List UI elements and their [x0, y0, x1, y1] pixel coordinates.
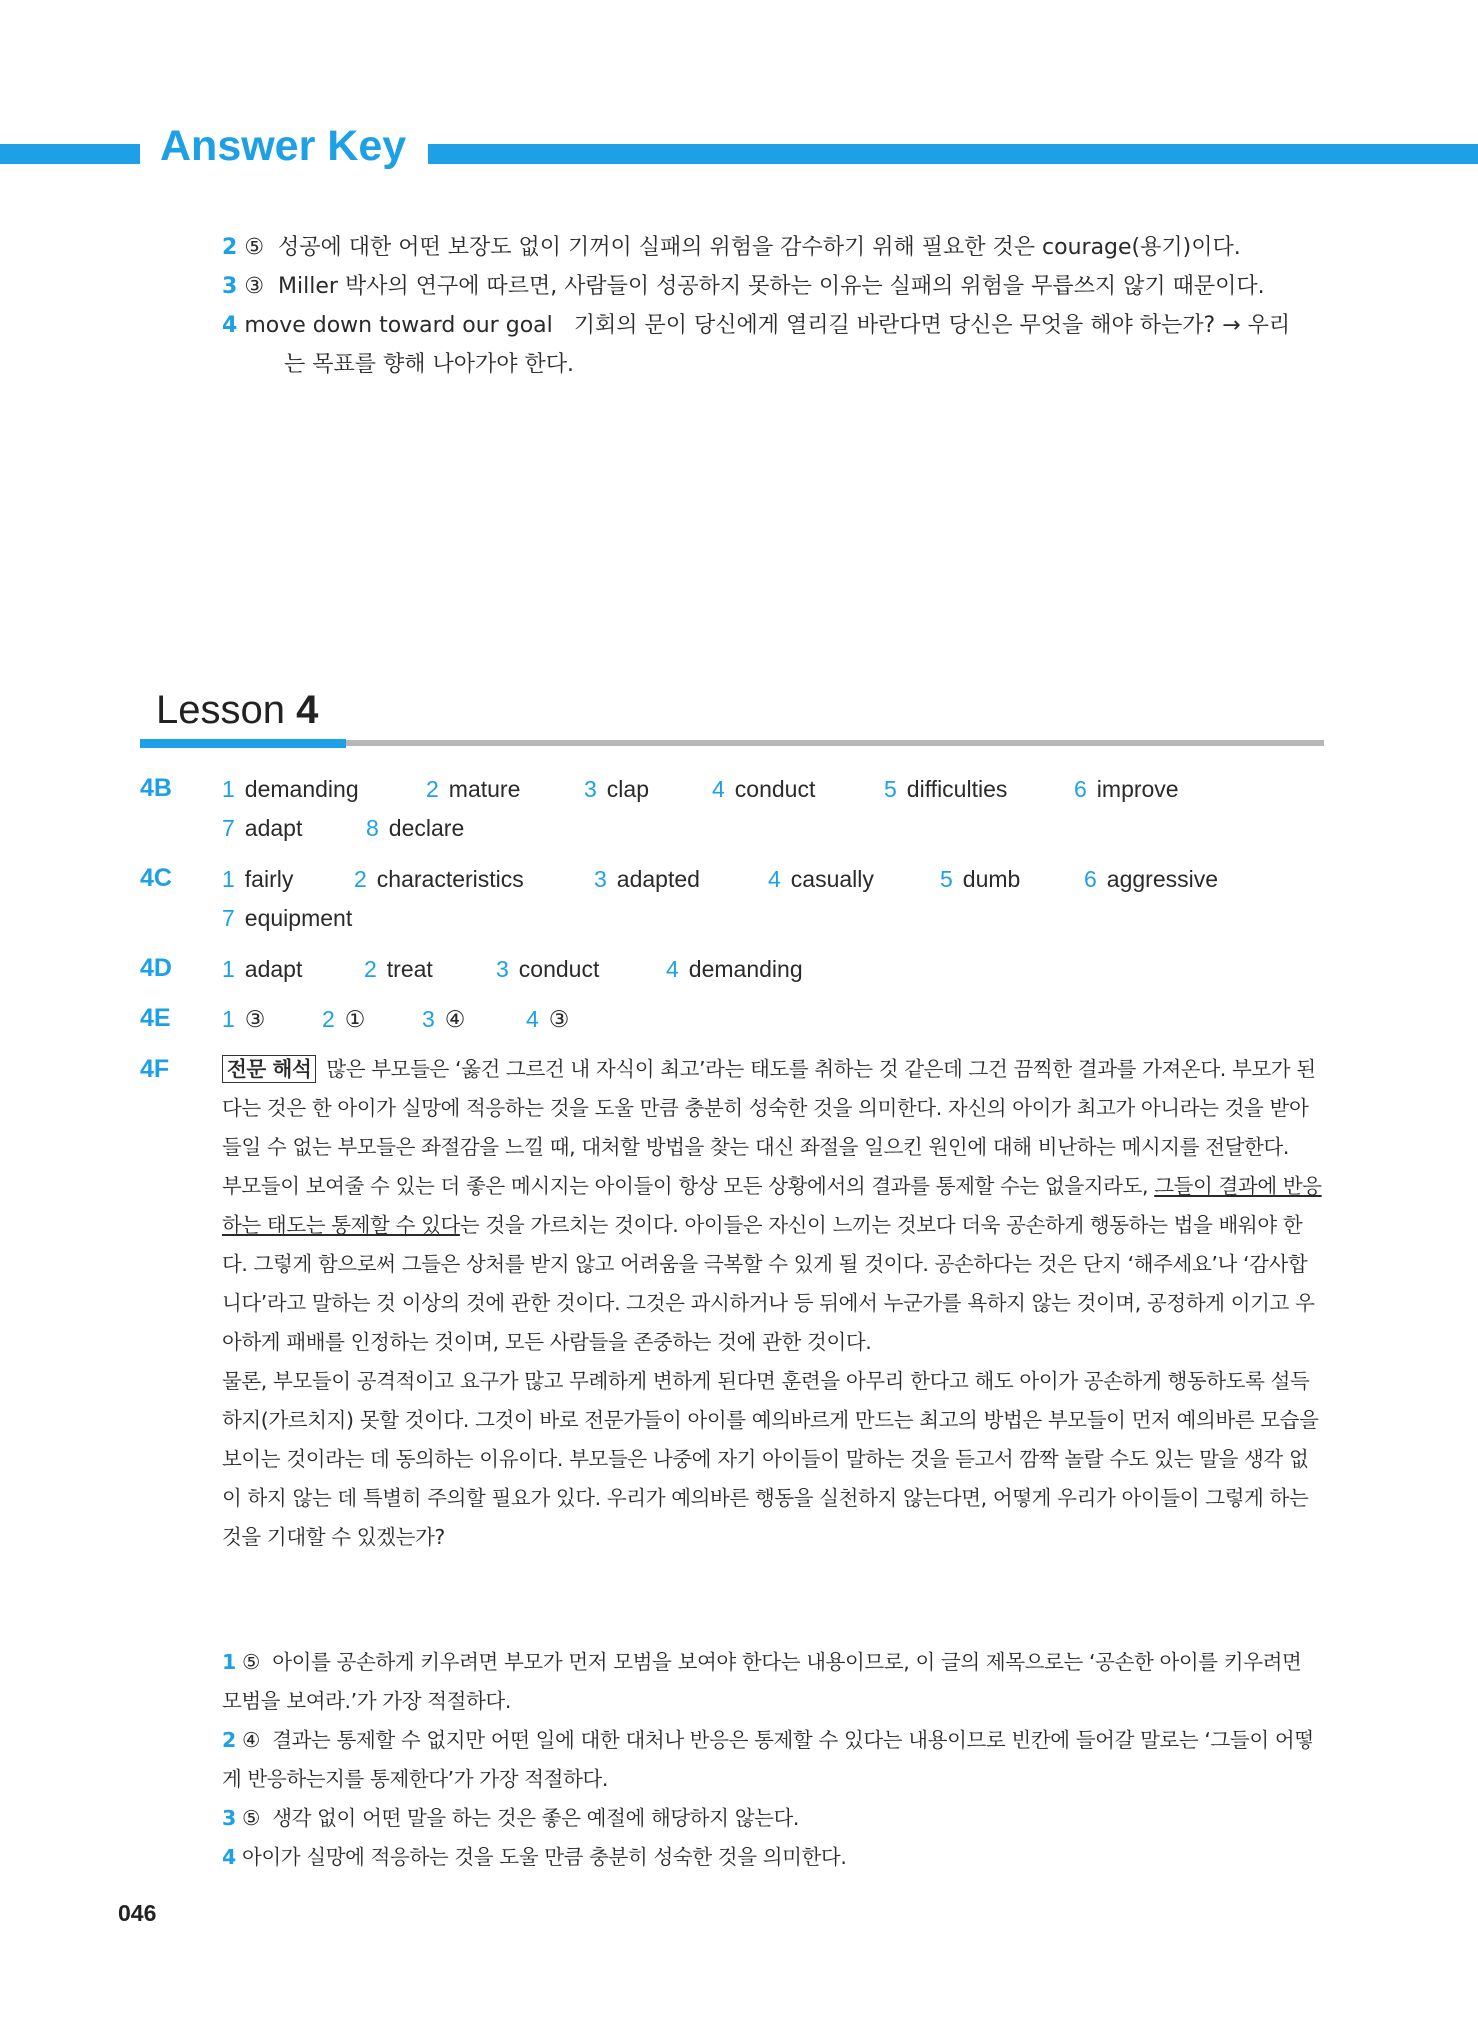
- page-title: Answer Key: [160, 122, 407, 170]
- header-bar-left: [0, 144, 140, 164]
- word-item: 2 ①: [322, 1006, 366, 1032]
- answer-text: 기회의 문이 당신에게 열리길 바란다면 당신은 무엇을 해야 하는가? → 우리: [573, 313, 1291, 338]
- section-label-4d: 4D: [140, 954, 172, 982]
- word-item: 4 casually: [768, 866, 874, 892]
- word-item: 2 mature: [426, 776, 521, 802]
- word-item: 6 improve: [1074, 776, 1179, 802]
- passage-paragraph: [222, 1050, 1322, 1167]
- word-item: 5 difficulties: [884, 776, 1008, 802]
- passage-paragraph: [222, 1362, 1322, 1557]
- answer-line: [222, 272, 1265, 302]
- question-answers: [222, 1643, 1322, 1877]
- word-item: 3 clap: [584, 776, 649, 802]
- word-item: 3 conduct: [496, 956, 600, 982]
- full-translation-label: 전문 해석: [222, 1055, 316, 1083]
- word-item: 6 aggressive: [1084, 866, 1219, 892]
- answer-line: 1 ⑤ 아이를 공손하게 키우려면 부모가 먼저 모범을 보여야 한다는 내용이므로, 이 글의 제목으로는 ‘공손한 아이를 키우려면 모범을 보여라.’가 가장 적절하다.: [222, 1650, 1302, 1713]
- passage-text: 많은 부모들은 ‘옳건 그르건 내 자식이 최고’라는 태도를 취하는 것 같은데 그건 끔찍한 결과를 가져온다. 부모가 된다는 것은 한 아이가 실망에 적응하는 것을 도울 만큼 충분히 성숙한 것을 의미한다. 자신의 아이가 최고가 아니라는 것을 받아들일 수 없는 부모들은 좌절감을 느낄 때, 대처할 방법을 찾는 대신 좌절을 일으킨 원인에 대해 비난하는 메시지를 전달한다.: [222, 1057, 1316, 1159]
- page-number: 046: [118, 1900, 157, 1926]
- section-label-4e: 4E: [140, 1004, 171, 1032]
- word-item: 4 conduct: [712, 776, 816, 802]
- word-item: 1 demanding: [222, 776, 359, 802]
- word-item: 2 treat: [364, 956, 433, 982]
- section-label-4b: 4B: [140, 774, 172, 802]
- lesson-heading: [156, 688, 318, 733]
- lesson-rule-accent: [140, 739, 346, 748]
- answer-text: Miller 박사의 연구에 따르면, 사람들이 성공하지 못하는 이유는 실패의 위험을 무릅쓰지 않기 때문이다.: [278, 274, 1265, 299]
- word-item: 3 adapted: [594, 866, 700, 892]
- word-item: 7 equipment: [222, 905, 353, 931]
- word-item: 7 adapt: [222, 815, 303, 841]
- answer-continuation: 는 목표를 향해 나아가야 한다.: [284, 352, 574, 377]
- answer-line: 3 ⑤ 생각 없이 어떤 말을 하는 것은 좋은 예절에 해당하지 않는다.: [222, 1806, 800, 1830]
- passage-text: 물론, 부모들이 공격적이고 요구가 많고 무례하게 변하게 된다면 훈련을 아무리 한다고 해도 아이가 공손하게 행동하도록 설득하지(가르치지) 못할 것이다. 그것이 바로 전문가들이 아이를 예의바르게 만드는 최고의 방법은 부모들이 먼저 예의바른 모습을 보이는 것이라는 데 동의하는 이유이다. 부모들은 나중에 자기 아이들이 말하는 것을 듣고서 깜짝 놀랄 수도 있는 말을 생각 없이 하지 않는 데 특별히 주의할 필요가 있다. 우리가 예의바른 행동을 실천하지 않는다면, 어떻게 우리가 아이들이 그렇게 하는 것을 기대할 수 있겠는가?: [222, 1369, 1319, 1549]
- word-item: 4 demanding: [666, 956, 803, 982]
- answer-number: 4: [222, 313, 238, 338]
- word-item: 4 ③: [526, 1006, 570, 1032]
- header-bar-right: [428, 144, 1478, 164]
- answer-number: 2: [222, 235, 238, 260]
- underlined-text: 그들이 결과에 반응하는 태도는 통제할 수 있다: [222, 1174, 1322, 1237]
- answer-mark: move down toward our goal: [244, 313, 553, 338]
- word-item: 2 characteristics: [354, 866, 524, 892]
- passage-text: 부모들이 보여줄 수 있는 더 좋은 메시지는 아이들이 항상 모든 상황에서의 결과를 통제할 수는 없을지라도,: [222, 1174, 1155, 1198]
- word-item: 1 adapt: [222, 956, 303, 982]
- word-item: 1 fairly: [222, 866, 294, 892]
- word-item: 8 declare: [366, 815, 465, 841]
- section-label-4f: 4F: [140, 1055, 170, 1083]
- word-item: 5 dumb: [940, 866, 1021, 892]
- answer-line: [222, 233, 1241, 263]
- passage-text: 는 것을 가르치는 것이다. 아이들은 자신이 느끼는 것보다 더욱 공손하게 행동하는 법을 배워야 한다. 그렇게 함으로써 그들은 상처를 받지 않고 어려움을 극복할 수 있게 될 것이다. 공손하다는 것은 단지 ‘해주세요’나 ‘감사합니다’라고 말하는 것 이상의 것에 관한 것이다. 그것은 과시하거나 등 뒤에서 누군가를 욕하지 않는 것이며, 공정하게 이기고 우아하게 패배를 인정하는 것이며, 모든 사람들을 존중하는 것에 관한 것이다.: [222, 1213, 1315, 1354]
- answer-mark: ⑤: [244, 235, 265, 260]
- answer-line: [222, 311, 1290, 341]
- word-item: 3 ④: [422, 1006, 466, 1032]
- answer-number: 3: [222, 274, 238, 299]
- translation-passage: [222, 1050, 1322, 1557]
- answer-mark: ③: [244, 274, 265, 299]
- lesson-number: 4: [296, 688, 319, 732]
- answer-line: 4 아이가 실망에 적응하는 것을 도울 만큼 충분히 성숙한 것을 의미한다.: [222, 1845, 847, 1869]
- word-item: 1 ③: [222, 1006, 266, 1032]
- passage-paragraph: [222, 1167, 1322, 1362]
- section-label-4c: 4C: [140, 864, 172, 892]
- answer-line: 2 ④ 결과는 통제할 수 없지만 어떤 일에 대한 대처나 반응은 통제할 수 있다는 내용이므로 빈칸에 들어갈 말로는 ‘그들이 어떻게 반응하는지를 통제한다’가 가장 적절하다.: [222, 1728, 1314, 1791]
- answer-text: 성공에 대한 어떤 보장도 없이 기꺼이 실패의 위험을 감수하기 위해 필요한 것은 courage(용기)이다.: [278, 235, 1241, 260]
- lesson-label: Lesson: [156, 688, 285, 732]
